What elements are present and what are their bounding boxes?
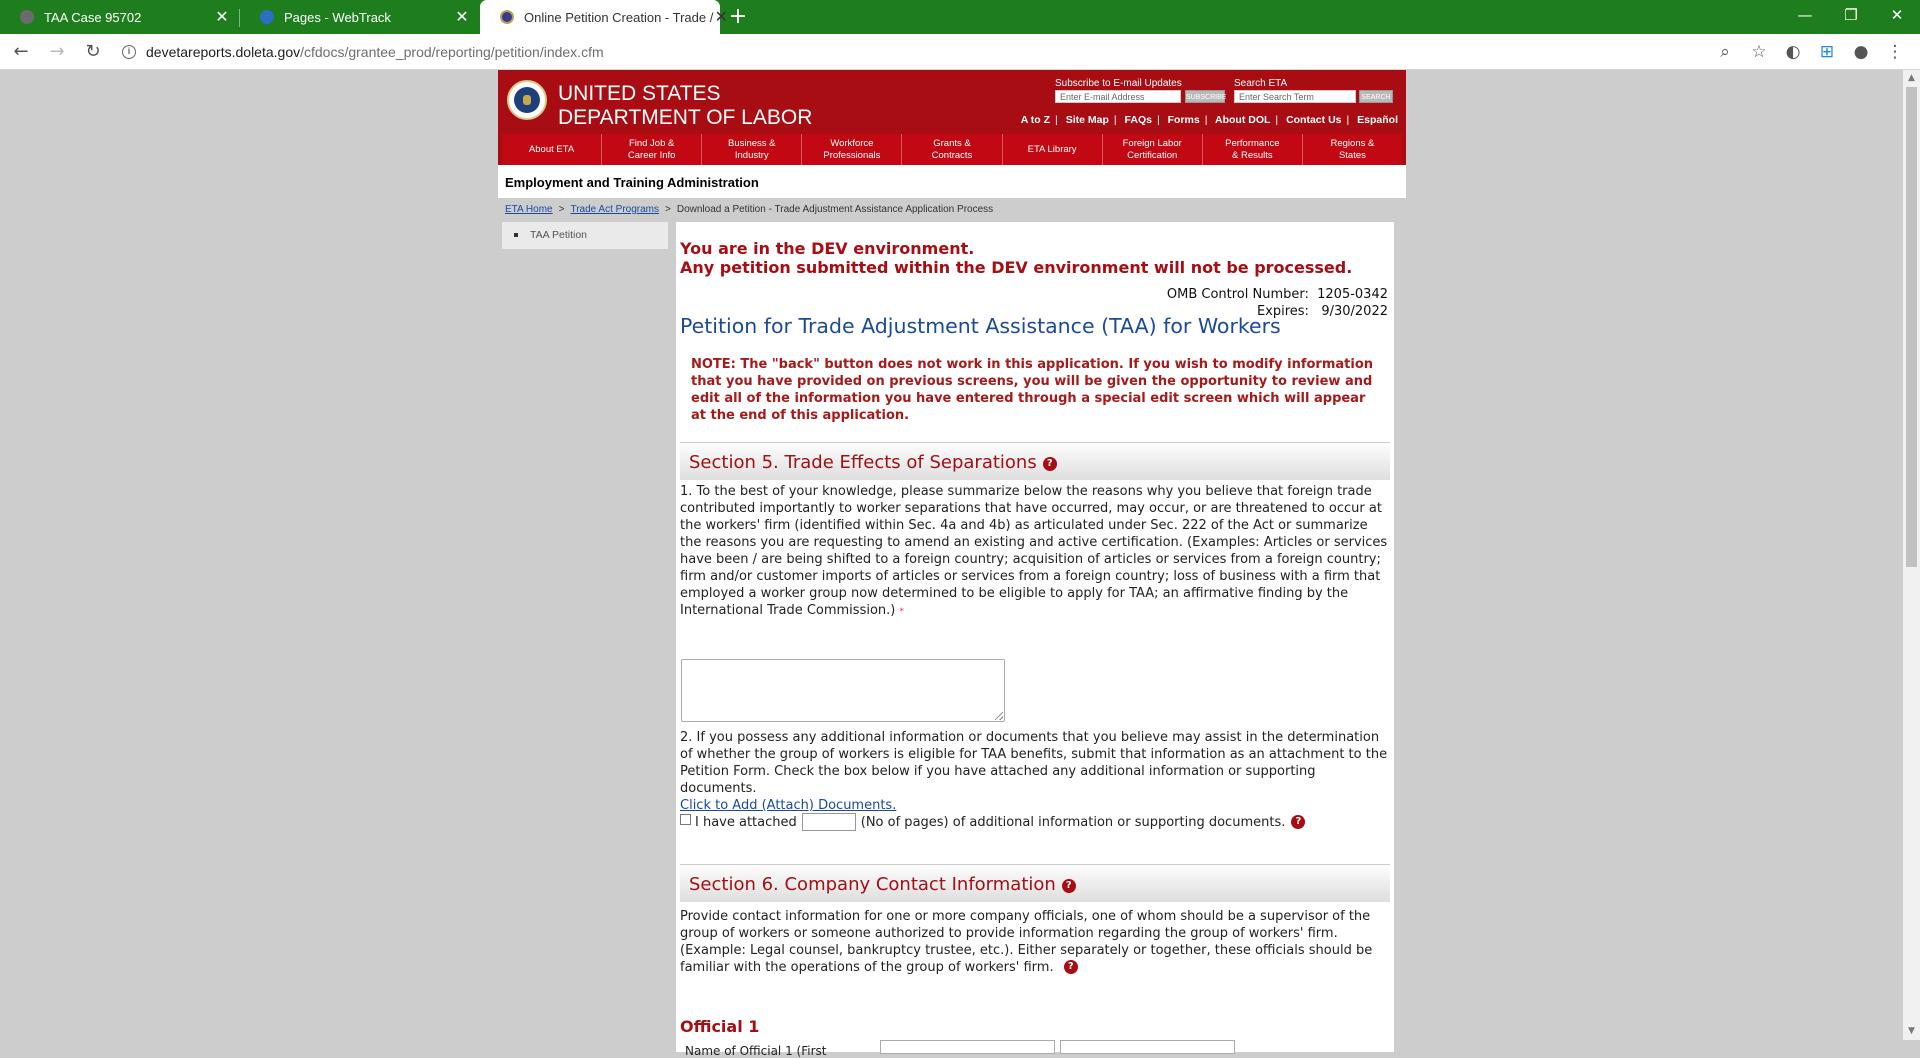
help-icon[interactable]: ? — [1064, 960, 1078, 974]
scroll-up-icon[interactable]: ▲ — [1908, 73, 1915, 83]
address-bar — [0, 34, 1920, 70]
subscribe-button[interactable]: SUBSCRIBE — [1185, 90, 1225, 103]
link-a-to-z[interactable]: A to Z — [1020, 114, 1051, 126]
nav-label — [823, 138, 880, 162]
attached-checkbox[interactable] — [680, 814, 691, 825]
link-site-map[interactable]: Site Map — [1065, 114, 1109, 126]
nav-label — [1331, 138, 1375, 162]
dev-line1: You are in the DEV environment. — [680, 239, 975, 258]
site-header — [498, 70, 1406, 165]
webtrack-icon — [260, 10, 274, 24]
nav-about-eta[interactable] — [502, 134, 602, 165]
breadcrumb-trade-act[interactable]: Trade Act Programs — [570, 204, 660, 215]
nav-line2: States — [1338, 149, 1366, 161]
org-line2: DEPARTMENT OF LABOR — [558, 106, 813, 129]
subscribe-email-input[interactable]: Enter E-mail Address — [1055, 90, 1181, 103]
profile-icon[interactable]: ● — [1853, 41, 1869, 62]
breadcrumb — [498, 198, 1406, 219]
attach-prefix: I have attached — [695, 814, 797, 830]
official-1-last-name-input[interactable] — [1060, 1040, 1235, 1054]
nav-line1: Workforce — [830, 137, 874, 149]
separator: | — [1346, 114, 1350, 126]
scroll-thumb[interactable] — [1906, 87, 1917, 567]
close-tab-icon[interactable]: ✕ — [215, 9, 229, 26]
question-1-text: 1. To the best of your knowledge, please summarize below the reasons why you believe that foreign trade contributed importantly to worker separations that have occurred, may occur, or are threatened to occur at the workers' firm (identified within Sec. 4a and 4b) as articulated under Sec. 222 of the Act or summarize the reasons you are requesting to amend an existing and active certification. (Examples: Articles or services have been / are being shifted to a foreign country; acquisition of articles or services from a foreign country; firm and/or customer imports of articles or services from a foreign country; loss of business with a firm that employed a worker group now determined to be eligible to apply for TAA; an affirmative finding by the International Trade Commission.) — [680, 484, 1388, 618]
browser-tab-bar — [0, 0, 1920, 34]
question-2-text: 2. If you possess any additional information or documents that you believe may assist in the determination of whether the group of workers is eligible for TAA benefits, submit that information as an attachment to the Petition Form. Check the box below if you have attached any additional information or supporting documents. — [680, 730, 1388, 796]
tab-title: Online Petition Creation - Trade / — [524, 9, 714, 25]
main-nav — [502, 134, 1402, 165]
nav-label — [628, 138, 676, 162]
question-1 — [680, 483, 1392, 621]
contact-text: Provide contact information for one or more company officials, one of whom should be a supervisor of the group of workers or someone authorized to provide information regarding the group of workers' firm. (Example: Legal counsel, bankruptcy trustee, etc.). Either separately or together, these officials should be familiar with the operations of the group of workers' firm. — [680, 909, 1373, 975]
nav-label: About ETA — [528, 143, 575, 155]
nav-line1: Business & — [728, 137, 776, 149]
tab-title: TAA Case 95702 — [44, 9, 142, 25]
url-field[interactable] — [122, 44, 1708, 60]
back-arrow-icon[interactable]: ← — [13, 41, 29, 62]
tab-petition[interactable] — [480, 0, 729, 34]
link-forms[interactable]: Forms — [1167, 114, 1200, 126]
agency-title: Employment and Training Administration — [498, 165, 1406, 198]
section5-header — [680, 442, 1390, 480]
nav-line2: Professionals — [823, 149, 881, 161]
section6-header — [680, 864, 1390, 902]
search-label: Search ETA — [1234, 78, 1288, 89]
sidebar-item-label: TAA Petition — [530, 229, 588, 241]
new-tab-button[interactable]: + — [728, 4, 748, 29]
search-button[interactable]: SEARCH — [1359, 90, 1393, 103]
url-path: /cfdocs/grantee_prod/reporting/petition/index.cfm — [300, 43, 604, 60]
bullet-icon — [514, 233, 518, 237]
nav-label: ETA Library — [1027, 143, 1077, 155]
window-controls — [1782, 0, 1920, 30]
breadcrumb-separator: > — [665, 204, 671, 215]
subscribe-label: Subscribe to E-mail Updates — [1055, 78, 1182, 89]
attach-suffix: (No of pages) of additional information or supporting documents. — [860, 814, 1286, 830]
required-marker: * — [899, 607, 904, 617]
restore-button[interactable]: ❐ — [1844, 6, 1858, 24]
separator: | — [1204, 114, 1208, 126]
help-icon[interactable]: ? — [1291, 815, 1305, 829]
seal-eagle — [523, 95, 531, 105]
nav-label — [1123, 138, 1182, 162]
nav-line2: Contracts — [931, 149, 973, 161]
nav-workforce-professionals[interactable] — [802, 134, 902, 165]
org-name[interactable] — [558, 82, 812, 130]
search-input[interactable]: Enter Search Term — [1234, 90, 1356, 103]
nav-line1: Grants & — [933, 137, 971, 149]
tab-webtrack[interactable] — [240, 0, 480, 34]
question-2 — [680, 729, 1392, 814]
tab-taa-case[interactable] — [0, 0, 240, 34]
nav-label — [932, 138, 973, 162]
help-icon[interactable]: ? — [1062, 879, 1076, 893]
official-1-heading: Official 1 — [680, 1017, 760, 1036]
nav-line2: Certification — [1127, 149, 1178, 161]
nav-line1: Find Job & — [628, 137, 675, 149]
omb-number: 1205-0342 — [1317, 287, 1388, 302]
separator: | — [1113, 114, 1117, 126]
nav-line2: & Results — [1231, 149, 1273, 161]
utility-links — [1021, 114, 1398, 126]
nav-foreign-labor[interactable] — [1103, 134, 1203, 165]
breadcrumb-current: Download a Petition - Trade Adjustment Assistance Application Process — [676, 204, 994, 215]
separator: | — [1275, 114, 1279, 126]
nav-line1: Foreign Labor — [1122, 137, 1182, 149]
nav-regions-states[interactable] — [1303, 134, 1402, 165]
back-button-note: NOTE: The "back" button does not work in this application. If you wish to modify information that you have provided on previous screens, you will be given the opportunity to review and edit all of the information you have entered through a special edit screen which will appear at the end of this application. — [691, 357, 1373, 423]
link-espanol[interactable]: Español — [1357, 114, 1398, 126]
omb-label: OMB Control Number: — [1166, 287, 1309, 302]
pages-count-input[interactable] — [802, 813, 856, 831]
nav-line1: Regions & — [1330, 137, 1375, 149]
nav-line2: Industry — [734, 149, 769, 161]
breadcrumb-eta-home[interactable]: ETA Home — [505, 204, 553, 215]
trade-reasons-textarea[interactable] — [681, 659, 1005, 722]
site-info-icon[interactable]: i — [122, 45, 136, 59]
separator: | — [1156, 114, 1160, 126]
close-tab-icon[interactable]: ✕ — [455, 9, 469, 26]
nav-eta-library[interactable] — [1003, 134, 1103, 165]
seal-inner — [514, 87, 540, 113]
official-1-first-name-input[interactable] — [880, 1040, 1055, 1054]
contact-instructions — [680, 908, 1392, 976]
zoom-icon[interactable]: ⌕ — [1720, 41, 1730, 62]
dev-line2: Any petition submitted within the DEV environment will not be processed. — [680, 258, 1353, 277]
extension-icon[interactable]: ◐ — [1785, 41, 1801, 62]
official-1-name-label: Name of Official 1 (First — [685, 1044, 827, 1058]
menu-icon[interactable]: ⋮ — [1886, 41, 1904, 62]
globe-icon — [20, 10, 34, 24]
link-contact-us[interactable]: Contact Us — [1286, 114, 1342, 126]
nav-find-job[interactable] — [602, 134, 702, 165]
close-window-button[interactable]: ✕ — [1890, 6, 1904, 24]
dol-seal-logo[interactable] — [507, 80, 547, 120]
minimize-button[interactable]: — — [1797, 6, 1813, 24]
nav-grants-contracts[interactable] — [902, 134, 1002, 165]
dol-site — [498, 70, 1406, 1058]
link-faqs[interactable]: FAQs — [1124, 114, 1152, 126]
nav-performance-results[interactable] — [1203, 134, 1303, 165]
page-title: Petition for Trade Adjustment Assistance (TAA) for Workers — [680, 314, 1281, 338]
omb-control-row — [1167, 286, 1388, 303]
url-host: devetareports.doleta.gov — [146, 43, 301, 60]
help-icon[interactable]: ? — [1043, 457, 1057, 471]
nav-line1: Performance — [1225, 137, 1280, 149]
bookmark-star-icon[interactable]: ☆ — [1751, 41, 1767, 62]
separator: | — [1055, 114, 1058, 126]
page-scrollbar[interactable] — [1903, 70, 1920, 1040]
dol-seal-icon — [500, 10, 514, 24]
nav-business-industry[interactable] — [702, 134, 802, 165]
link-about-dol[interactable]: About DOL — [1215, 114, 1271, 126]
nav-line2: Career Info — [627, 149, 676, 161]
dev-environment-warning — [680, 239, 1352, 277]
scroll-down-icon[interactable]: ▼ — [1908, 1026, 1915, 1036]
windows-extension-icon[interactable]: ⊞ — [1819, 41, 1835, 62]
breadcrumb-separator: > — [558, 204, 565, 215]
expires-label: Expires: — [1256, 304, 1309, 319]
tab-title: Pages - WebTrack — [284, 9, 391, 25]
reload-icon[interactable]: ↻ — [85, 41, 101, 62]
org-line1: UNITED STATES — [558, 82, 721, 105]
forward-arrow-icon[interactable]: → — [49, 41, 65, 62]
section5-title: Section 5. Trade Effects of Separations — [689, 452, 1037, 473]
attach-documents-link[interactable]: Click to Add (Attach) Documents. — [680, 798, 897, 813]
close-tab-icon[interactable]: ✕ — [714, 9, 729, 26]
sidebar-item-taa-petition[interactable] — [502, 222, 668, 249]
attachment-row — [680, 813, 1305, 831]
nav-label — [728, 138, 776, 162]
section6-title: Section 6. Company Contact Information — [689, 874, 1056, 895]
nav-label — [1225, 138, 1279, 162]
resize-handle-icon[interactable] — [995, 712, 1003, 720]
petition-form — [676, 222, 1394, 1058]
browser-toolbar-icons — [1708, 42, 1912, 62]
expires-date: 9/30/2022 — [1321, 304, 1388, 319]
page-viewport — [0, 70, 1903, 1058]
